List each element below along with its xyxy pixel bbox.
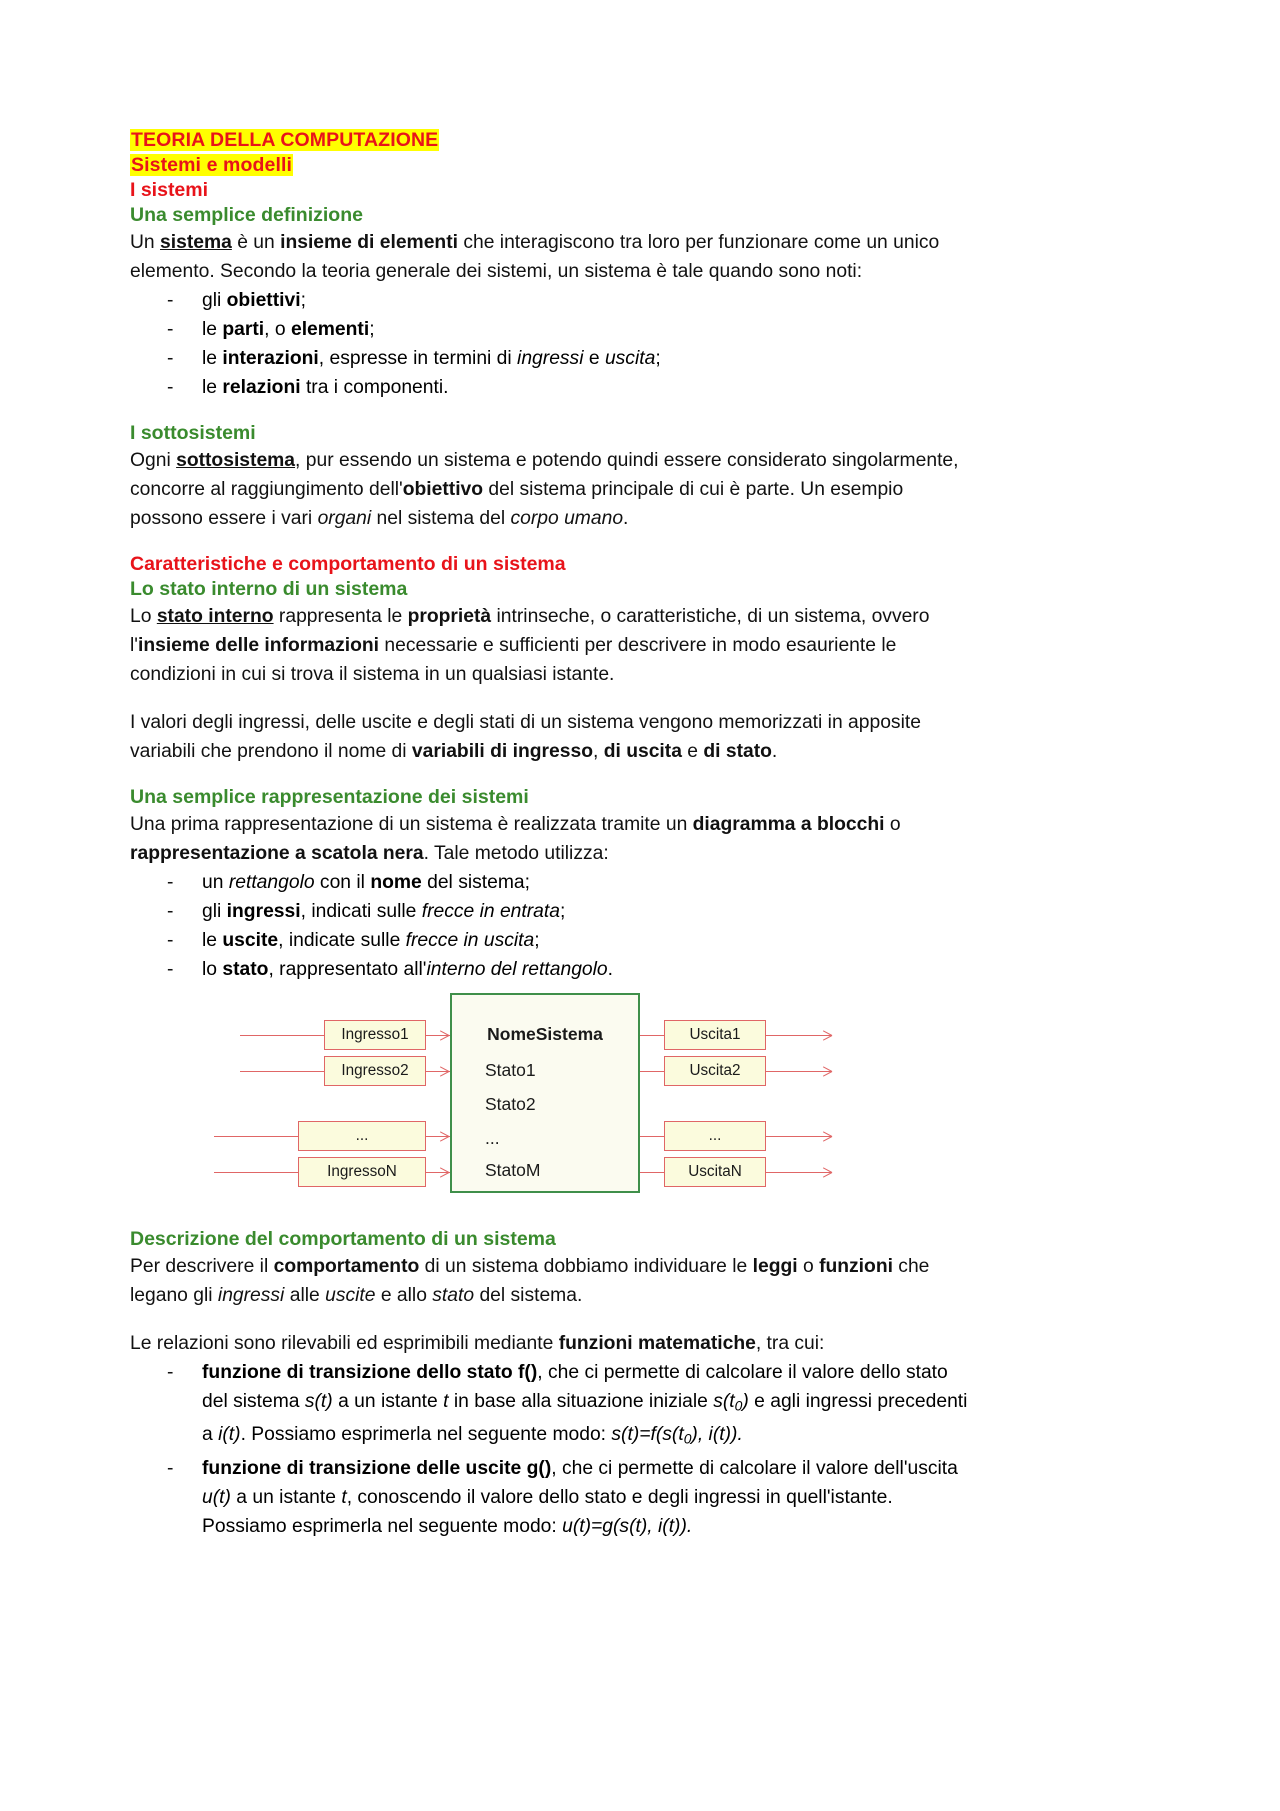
output-box-4-label: UscitaN bbox=[688, 1163, 742, 1180]
paragraph-stato-interno bbox=[130, 602, 975, 689]
formula-transizione-stato bbox=[611, 1424, 742, 1445]
arrow-head-icon bbox=[822, 1030, 833, 1041]
term-variabili-ingresso: variabili di ingresso bbox=[411, 741, 593, 762]
paragraph-sottosistemi bbox=[130, 446, 975, 533]
formula-u-t: u(t) bbox=[202, 1486, 231, 1508]
input-box-1-label: Ingresso1 bbox=[341, 1026, 409, 1043]
input-line-4-stub bbox=[214, 1172, 298, 1173]
text-fragment: del sistema principale di cui è parte. Un esempio possono essere i vari bbox=[130, 479, 904, 529]
formula-s-t0 bbox=[713, 1391, 749, 1412]
term-sistema: sistema bbox=[160, 232, 232, 253]
text-fragment: intrinseche, o caratteristiche, di un sistema, ovvero l' bbox=[130, 606, 930, 656]
paragraph-variabili bbox=[130, 708, 975, 766]
text-fragment: un bbox=[202, 872, 229, 893]
text-fragment: Per descrivere il bbox=[130, 1256, 274, 1277]
list-caratteristiche-sistema bbox=[130, 286, 975, 402]
text-fragment: nel sistema del bbox=[371, 508, 511, 529]
list-item bbox=[130, 926, 975, 955]
paragraph-definizione bbox=[130, 228, 975, 286]
text-fragment: di un sistema dobbiamo individuare le bbox=[419, 1256, 753, 1277]
output-line-1 bbox=[640, 1035, 664, 1036]
term-di-uscita: di uscita bbox=[603, 741, 682, 762]
output-line-2 bbox=[640, 1071, 664, 1072]
arrow-head-icon bbox=[822, 1131, 833, 1142]
text-fragment: , espresse in termini di bbox=[318, 348, 518, 369]
document-title bbox=[130, 128, 975, 153]
section-heading-caratteristiche: Caratteristiche e comportamento di un sistema bbox=[130, 553, 566, 575]
text-fragment: è un bbox=[231, 232, 281, 253]
text-fragment: rappresenta le bbox=[273, 606, 408, 627]
text-fragment: , tra cui: bbox=[755, 1333, 825, 1354]
arrow-head-icon bbox=[439, 1066, 450, 1077]
text-fragment: o bbox=[797, 1256, 820, 1277]
text-fragment: I valori degli ingressi, delle uscite e degli stati di un sistema vengono memorizzati in apposite variabili che prendono il nome di bbox=[130, 712, 921, 762]
term-rettangolo: rettangolo bbox=[228, 872, 315, 893]
term-obiettivi: obiettivi bbox=[226, 290, 301, 311]
term-frecce-entrata: frecce in entrata bbox=[421, 901, 560, 922]
subheading-una-semplice-definizione: Una semplice definizione bbox=[130, 204, 363, 226]
term-uscite: uscite bbox=[325, 1285, 376, 1306]
text-fragment: del sistema; bbox=[421, 872, 530, 893]
text-fragment: in base alla situazione iniziale bbox=[448, 1391, 714, 1412]
text-fragment: le bbox=[202, 930, 223, 951]
term-elementi: elementi bbox=[290, 319, 370, 340]
text-fragment: gli bbox=[202, 290, 227, 311]
text-fragment: , che ci permette di calcolare il valore dell'uscita bbox=[551, 1457, 958, 1479]
subheading-rappresentazione: Una semplice rappresentazione dei sistemi bbox=[130, 786, 529, 808]
term-interazioni: interazioni bbox=[222, 348, 319, 369]
input-line-3-stub bbox=[214, 1136, 298, 1137]
term-funzioni: funzioni bbox=[819, 1256, 893, 1277]
output-line-3 bbox=[640, 1136, 664, 1137]
spacer bbox=[130, 402, 975, 421]
text-fragment: Una prima rappresentazione di un sistema è realizzata tramite un bbox=[130, 814, 693, 835]
text-fragment: le bbox=[202, 348, 223, 369]
document-content bbox=[130, 128, 975, 1541]
formula-transizione-uscite: u(t)=g(s(t), i(t)). bbox=[562, 1515, 693, 1537]
text-fragment: , pur essendo un sistema e potendo quindi essere considerato singolarmente, concorre al raggiungimento dell' bbox=[130, 450, 959, 500]
text-fragment: e allo bbox=[375, 1285, 433, 1306]
spacer bbox=[130, 1208, 975, 1227]
list-item bbox=[130, 1358, 975, 1454]
term-di-stato: di stato bbox=[703, 741, 772, 762]
formula-fragment: ) bbox=[742, 1391, 749, 1412]
input-box-2-label: Ingresso2 bbox=[341, 1062, 409, 1079]
term-relazioni: relazioni bbox=[222, 377, 301, 398]
arrow-head-icon bbox=[439, 1030, 450, 1041]
text-fragment: ; bbox=[559, 901, 566, 922]
term-funzione-transizione-stato: funzione di transizione dello stato f() bbox=[202, 1362, 538, 1383]
text-fragment: le bbox=[202, 319, 223, 340]
text-fragment: che interagiscono tra loro per funzionare come un unico elemento. Secondo la teoria generale dei sistemi, un sistema è tale quando sono noti: bbox=[130, 232, 940, 282]
list-funzioni bbox=[130, 1358, 975, 1541]
input-box-1 bbox=[324, 1020, 426, 1050]
spacer bbox=[130, 533, 975, 552]
list-item bbox=[130, 955, 975, 984]
text-fragment: ; bbox=[300, 290, 306, 311]
text-fragment: . bbox=[623, 508, 629, 529]
term-obiettivo: obiettivo bbox=[402, 479, 484, 500]
state-label-2: Stato2 bbox=[485, 1094, 536, 1114]
output-box-2 bbox=[664, 1056, 766, 1086]
text-fragment: le bbox=[202, 377, 223, 398]
document-subtitle bbox=[130, 153, 975, 178]
formula-fragment: s(t)=f(s(t bbox=[611, 1424, 684, 1446]
term-comportamento: comportamento bbox=[273, 1256, 420, 1277]
term-frecce-uscita: frecce in uscita bbox=[405, 930, 535, 951]
text-fragment: tra i componenti. bbox=[300, 377, 449, 398]
section-heading-i-sistemi: I sistemi bbox=[130, 179, 209, 201]
term-insieme-di-elementi: insieme di elementi bbox=[280, 232, 458, 253]
text-fragment: del sistema. bbox=[474, 1285, 583, 1306]
arrow-head-icon bbox=[822, 1066, 833, 1077]
list-item bbox=[130, 315, 975, 344]
arrow-head-icon bbox=[439, 1131, 450, 1142]
term-parti: parti bbox=[222, 319, 265, 340]
output-box-2-label: Uscita2 bbox=[689, 1062, 741, 1079]
term-stato-interno: stato interno bbox=[156, 606, 274, 627]
text-fragment: alle bbox=[284, 1285, 326, 1306]
output-line-4 bbox=[640, 1172, 664, 1173]
term-scatola-nera: rappresentazione a scatola nera bbox=[130, 843, 424, 864]
term-uscita: uscita bbox=[604, 348, 656, 369]
text-fragment: e agli ingressi precedenti a bbox=[202, 1391, 968, 1446]
system-name-label: NomeSistema bbox=[487, 1024, 603, 1044]
subheading-i-sottosistemi: I sottosistemi bbox=[130, 422, 256, 444]
text-fragment: ; bbox=[534, 930, 540, 951]
title-line-2: Sistemi e modelli bbox=[131, 154, 293, 176]
input-box-3-label: ... bbox=[355, 1127, 369, 1144]
term-ingressi: ingressi bbox=[217, 1285, 285, 1306]
text-fragment: Le relazioni sono rilevabili ed esprimibili mediante bbox=[130, 1333, 559, 1354]
output-box-3 bbox=[664, 1121, 766, 1151]
text-fragment: a un istante bbox=[230, 1486, 342, 1508]
input-line-2-stub bbox=[240, 1071, 324, 1072]
input-line-1-stub bbox=[240, 1035, 324, 1036]
list-item bbox=[130, 344, 975, 373]
term-stato: stato bbox=[432, 1285, 475, 1306]
term-stato: stato bbox=[222, 959, 269, 980]
text-fragment: lo bbox=[202, 959, 223, 980]
block-diagram-figure bbox=[130, 990, 975, 1208]
list-item bbox=[130, 897, 975, 926]
text-fragment: a un istante bbox=[332, 1391, 444, 1412]
output-box-4 bbox=[664, 1157, 766, 1187]
title-line-1: TEORIA DELLA COMPUTAZIONE bbox=[131, 129, 439, 151]
term-funzioni-matematiche: funzioni matematiche bbox=[558, 1333, 756, 1354]
spacer bbox=[130, 766, 975, 785]
term-insieme-informazioni: insieme delle informazioni bbox=[137, 635, 380, 656]
text-fragment: Un bbox=[130, 232, 161, 253]
term-corpo-umano: corpo umano bbox=[510, 508, 624, 529]
formula-subscript: 0 bbox=[734, 1397, 743, 1414]
text-fragment: gli bbox=[202, 901, 227, 922]
spacer bbox=[130, 1310, 975, 1329]
subheading-stato-interno: Lo stato interno di un sistema bbox=[130, 578, 408, 600]
list-item bbox=[130, 286, 975, 315]
text-fragment: , che ci permette di calcolare il valore dello stato del sistema bbox=[202, 1362, 948, 1412]
input-box-2 bbox=[324, 1056, 426, 1086]
text-fragment: che legano gli bbox=[130, 1256, 930, 1306]
text-fragment: o bbox=[884, 814, 901, 835]
text-fragment: e bbox=[583, 348, 605, 369]
paragraph-comportamento bbox=[130, 1252, 975, 1310]
text-fragment: e bbox=[681, 741, 704, 762]
term-funzione-transizione-uscite: funzione di transizione delle uscite g() bbox=[202, 1457, 552, 1479]
state-label-3: ... bbox=[485, 1128, 500, 1148]
list-item bbox=[130, 868, 975, 897]
arrow-head-icon bbox=[439, 1167, 450, 1178]
formula-subscript: 0 bbox=[683, 1430, 692, 1447]
text-fragment: , conoscendo il valore dello stato e degli ingressi in quell'istante. Possiamo esprimerla nel seguente modo: bbox=[202, 1486, 893, 1537]
formula-fragment: s(t bbox=[713, 1391, 735, 1412]
text-fragment: , o bbox=[264, 319, 291, 340]
list-item bbox=[130, 373, 975, 402]
input-box-3 bbox=[298, 1121, 426, 1151]
text-fragment: , indicati sulle bbox=[300, 901, 422, 922]
term-sottosistema: sottosistema bbox=[176, 450, 296, 471]
spacer bbox=[130, 689, 975, 708]
text-fragment: , indicate sulle bbox=[278, 930, 406, 951]
state-label-1: Stato1 bbox=[485, 1060, 536, 1080]
black-box-diagram bbox=[130, 990, 975, 1208]
list-elementi-diagramma bbox=[130, 868, 975, 984]
text-fragment: , rappresentato all' bbox=[268, 959, 427, 980]
arrow-head-icon bbox=[822, 1167, 833, 1178]
state-label-4: StatoM bbox=[485, 1160, 541, 1180]
text-fragment: . Possiamo esprimerla nel seguente modo: bbox=[240, 1424, 612, 1446]
input-box-4 bbox=[298, 1157, 426, 1187]
text-fragment: , bbox=[592, 741, 604, 762]
term-leggi: leggi bbox=[752, 1256, 798, 1277]
list-item bbox=[130, 1454, 975, 1541]
term-ingressi: ingressi bbox=[226, 901, 301, 922]
formula-fragment: ), i(t)). bbox=[691, 1424, 743, 1446]
paragraph-relazioni bbox=[130, 1329, 975, 1358]
text-fragment: Lo bbox=[130, 606, 157, 627]
formula-i-t: i(t) bbox=[218, 1424, 241, 1446]
output-box-1-label: Uscita1 bbox=[689, 1026, 741, 1043]
term-ingressi: ingressi bbox=[517, 348, 584, 369]
text-fragment: Ogni bbox=[130, 450, 177, 471]
paragraph-rappresentazione bbox=[130, 810, 975, 868]
term-nome: nome bbox=[370, 872, 422, 893]
formula-t: t bbox=[443, 1391, 449, 1412]
output-box-1 bbox=[664, 1020, 766, 1050]
formula-t: t bbox=[341, 1486, 347, 1508]
text-fragment: ; bbox=[369, 319, 375, 340]
term-uscite: uscite bbox=[222, 930, 279, 951]
input-box-4-label: IngressoN bbox=[327, 1163, 397, 1180]
term-organi: organi bbox=[317, 508, 372, 529]
text-fragment: . bbox=[771, 741, 778, 762]
formula-s-t: s(t) bbox=[304, 1391, 333, 1412]
text-fragment: necessarie e sufficienti per descrivere in modo esauriente le condizioni in cui si trova il sistema in un qualsiasi istante. bbox=[130, 635, 897, 685]
term-proprieta: proprietà bbox=[407, 606, 492, 627]
term-interno-rettangolo: interno del rettangolo bbox=[426, 959, 608, 980]
subheading-descrizione-comportamento: Descrizione del comportamento di un sistema bbox=[130, 1228, 556, 1250]
text-fragment: ; bbox=[655, 348, 661, 369]
text-fragment: . Tale metodo utilizza: bbox=[423, 843, 609, 864]
output-box-3-label: ... bbox=[708, 1127, 722, 1144]
text-fragment: con il bbox=[314, 872, 371, 893]
text-fragment: . bbox=[607, 959, 614, 980]
term-diagramma-a-blocchi: diagramma a blocchi bbox=[692, 814, 885, 835]
